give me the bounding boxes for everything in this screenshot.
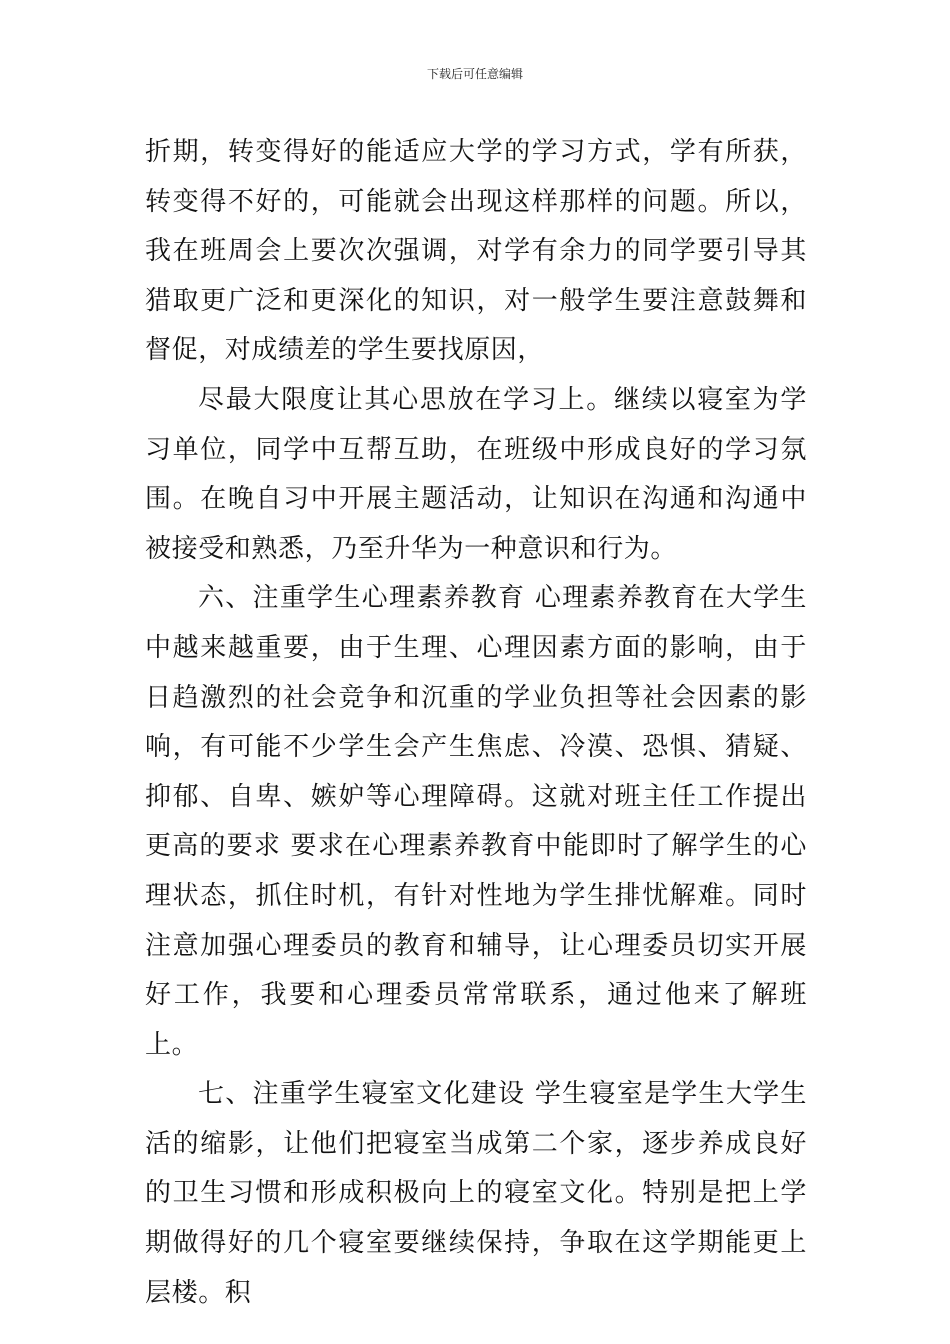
paragraph-1: 折期，转变得好的能适应大学的学习方式，学有所获，转变得不好的，可能就会出现这样那样的问题。所以，我在班周会上要次次强调，对学有余力的同学要引导其猎取更广泛和更深化的知识，对一般学生要注意鼓舞和督促，对成绩差的学生要找原因， [145,137,807,366]
page-header: 下载后可任意编辑 [426,67,523,81]
paragraph-2: 尽最大限度让其心思放在学习上。继续以寝室为学习单位，同学中互帮互助，在班级中形成良好的学习氛围。在晚自习中开展主题活动，让知识在沟通和沟通中被接受和熟悉，乃至升华为一种意识和行为。 [145,384,807,564]
paragraph-3: 六、注重学生心理素养教育 心理素养教育在大学生中越来越重要，由于生理、心理因素方面的影响，由于日趋激烈的社会竞争和沉重的学业负担等社会因素的影响，有可能不少学生会产生焦虑、冷漠、恐惧、猜疑、抑郁、自卑、嫉妒等心理障碍。这就对班主任工作提出更高的要求 要求在心理素养教育中能即时了解学生的心理状态，抓住时机，有针对性地为学生排忧解难。同时注意加强心理委员的教育和辅导，让心理委员切实开展好工作，我要和心理委员常常联系，通过他来了解班上。 [145,583,807,1060]
document-body [145,128,807,1318]
paragraph-4: 七、注重学生寝室文化建设 学生寝室是学生大学生活的缩影，让他们把寝室当成第二个家，逐步养成良好的卫生习惯和形成积极向上的寝室文化。特别是把上学期做得好的几个寝室要继续保持，争取在这学期能更上层楼。积 [145,1079,807,1308]
